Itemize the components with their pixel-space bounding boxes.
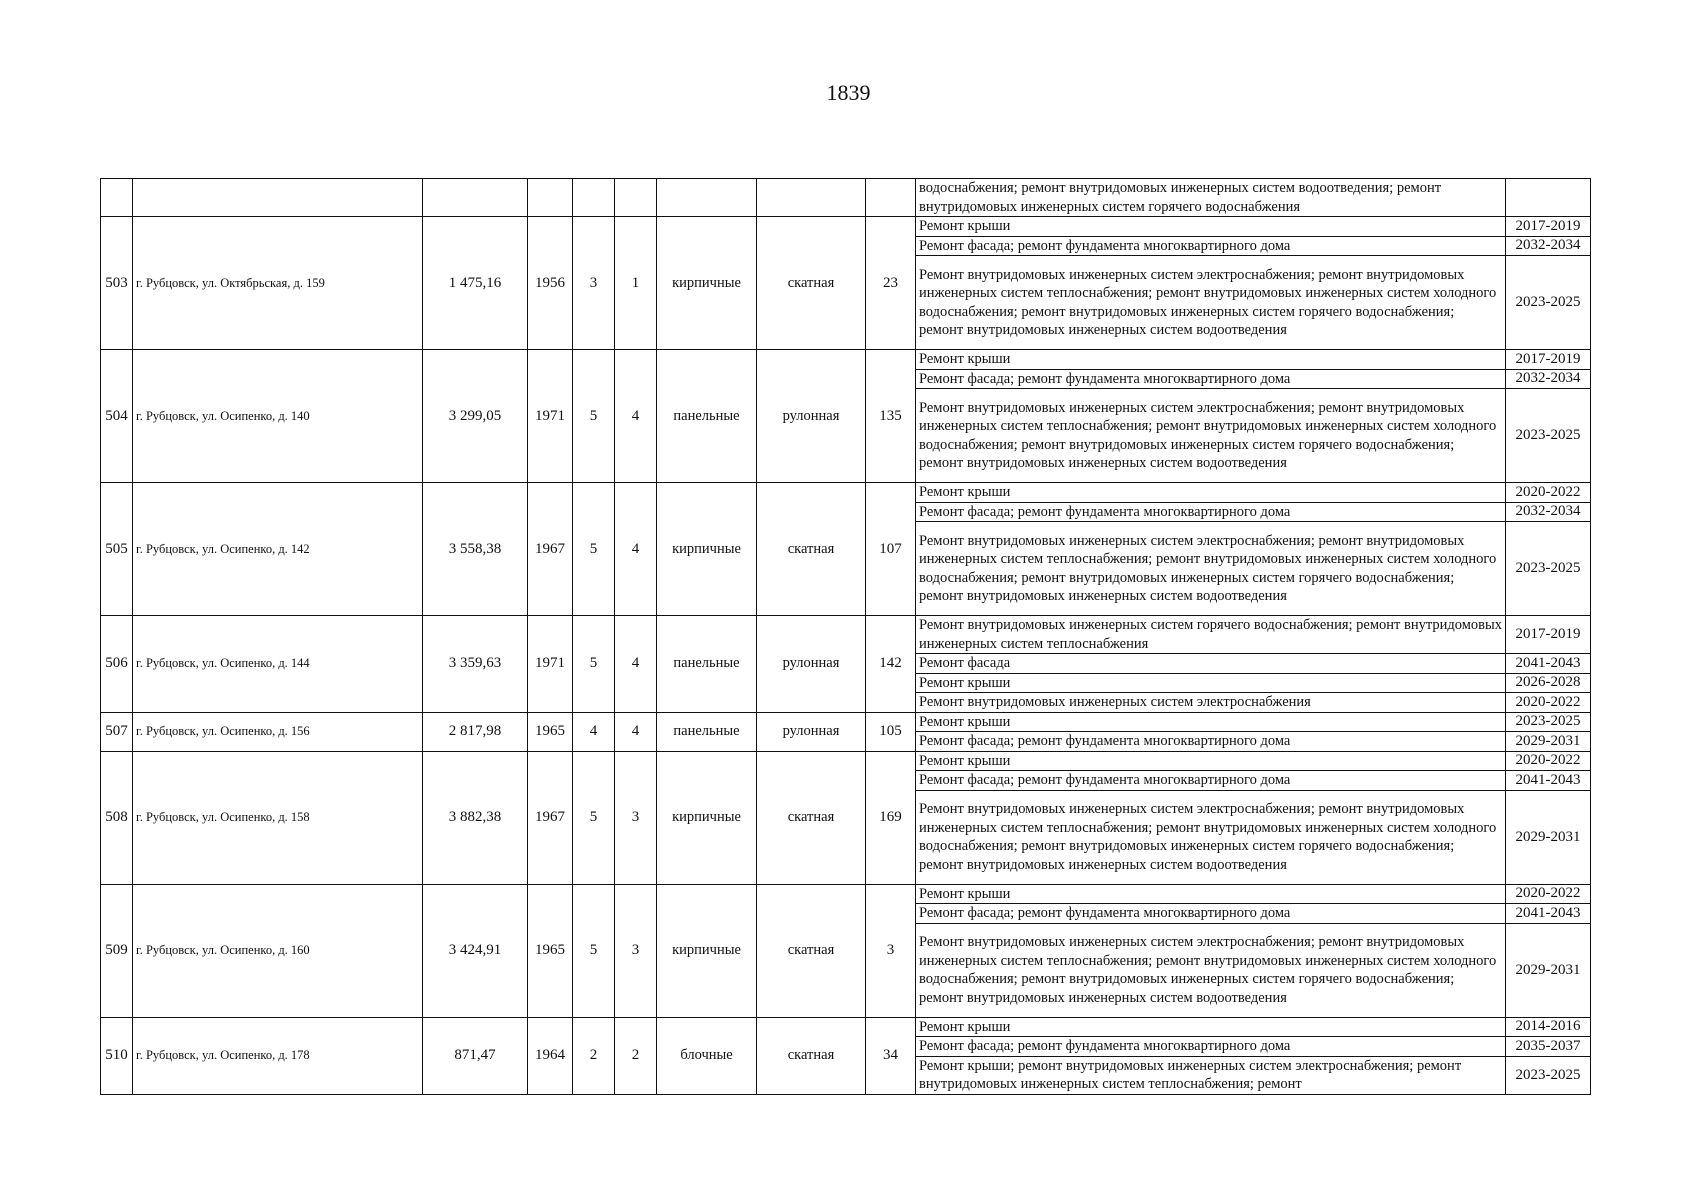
build-year: 1971 [528, 616, 573, 713]
work-cell: Ремонт внутридомовых инженерных систем электроснабжения; ремонт внутридомовых инженерных систем теплоснабжения; ремонт внутридомовых инженерных систем холодного водоснабжения; ремонт внутридомовых инженерных систем горячего водоснабжения; ремонт внутридомовых инженерных систем водоотведения [916, 389, 1506, 483]
work-cell: Ремонт внутридомовых инженерных систем электроснабжения [916, 693, 1506, 713]
house-number: 504 [101, 350, 133, 483]
wall-material: панельные [657, 712, 757, 751]
period-cell: 2029-2031 [1506, 732, 1591, 752]
build-year: 1967 [528, 483, 573, 616]
entrance-count: 3 [615, 884, 657, 1017]
entrance-count: 2 [615, 1017, 657, 1094]
apartment-count: 107 [866, 483, 916, 616]
wall-material: кирпичные [657, 751, 757, 884]
roof-type: скатная [757, 751, 866, 884]
wall-material: панельные [657, 350, 757, 483]
house-address: г. Рубцовск, ул. Осипенко, д. 140 [133, 350, 423, 483]
house-address: г. Рубцовск, ул. Осипенко, д. 178 [133, 1017, 423, 1094]
house-address: г. Рубцовск, ул. Осипенко, д. 160 [133, 884, 423, 1017]
house-area: 3 558,38 [423, 483, 528, 616]
build-year: 1956 [528, 217, 573, 350]
work-cell: Ремонт фасада; ремонт фундамента многоквартирного дома [916, 502, 1506, 522]
work-cell: Ремонт фасада; ремонт фундамента многоквартирного дома [916, 771, 1506, 791]
build-year: 1964 [528, 1017, 573, 1094]
period-cell: 2020-2022 [1506, 884, 1591, 904]
apartment-count: 135 [866, 350, 916, 483]
floor-count: 5 [573, 751, 615, 884]
work-cell: Ремонт крыши [916, 350, 1506, 370]
floor-count: 2 [573, 1017, 615, 1094]
apartment-count: 23 [866, 217, 916, 350]
table-row [101, 712, 1591, 732]
work-cell: Ремонт внутридомовых инженерных систем электроснабжения; ремонт внутридомовых инженерных систем теплоснабжения; ремонт внутридомовых инженерных систем холодного водоснабжения; ремонт внутридомовых инженерных систем горячего водоснабжения; ремонт внутридомовых инженерных систем водоотведения [916, 923, 1506, 1017]
period-cell: 2041-2043 [1506, 904, 1591, 924]
build-year: 1971 [528, 350, 573, 483]
period-cell: 2023-2025 [1506, 256, 1591, 350]
work-cell: Ремонт фасада; ремонт фундамента многоквартирного дома [916, 236, 1506, 256]
house-area: 3 299,05 [423, 350, 528, 483]
build-year: 1965 [528, 712, 573, 751]
house-number: 507 [101, 712, 133, 751]
period-cell: 2032-2034 [1506, 369, 1591, 389]
table-row [101, 884, 1591, 904]
entrance-count: 1 [615, 217, 657, 350]
house-area: 3 424,91 [423, 884, 528, 1017]
roof-type: скатная [757, 884, 866, 1017]
period-cell: 2023-2025 [1506, 712, 1591, 732]
house-address: г. Рубцовск, ул. Осипенко, д. 142 [133, 483, 423, 616]
table-row [101, 1017, 1591, 1037]
period-cell: 2017-2019 [1506, 350, 1591, 370]
work-cell: Ремонт фасада; ремонт фундамента многоквартирного дома [916, 904, 1506, 924]
table-row [101, 217, 1591, 237]
apartment-count: 105 [866, 712, 916, 751]
roof-type: рулонная [757, 350, 866, 483]
period-cell: 2032-2034 [1506, 502, 1591, 522]
floor-count: 3 [573, 217, 615, 350]
floor-count: 5 [573, 483, 615, 616]
table-row [101, 350, 1591, 370]
table-row [101, 483, 1591, 503]
entrance-count: 4 [615, 483, 657, 616]
continuation-row [101, 179, 1591, 217]
period-cell: 2032-2034 [1506, 236, 1591, 256]
house-area: 3 359,63 [423, 616, 528, 713]
wall-material: панельные [657, 616, 757, 713]
house-number: 510 [101, 1017, 133, 1094]
apartment-count: 3 [866, 884, 916, 1017]
house-area: 871,47 [423, 1017, 528, 1094]
work-cell: Ремонт крыши [916, 712, 1506, 732]
floor-count: 4 [573, 712, 615, 751]
wall-material: кирпичные [657, 217, 757, 350]
work-cell: Ремонт внутридомовых инженерных систем электроснабжения; ремонт внутридомовых инженерных систем теплоснабжения; ремонт внутридомовых инженерных систем холодного водоснабжения; ремонт внутридомовых инженерных систем горячего водоснабжения; ремонт внутридомовых инженерных систем водоотведения [916, 256, 1506, 350]
house-address: г. Рубцовск, ул. Осипенко, д. 158 [133, 751, 423, 884]
work-cell: Ремонт фасада; ремонт фундамента многоквартирного дома [916, 369, 1506, 389]
work-cell: Ремонт крыши [916, 673, 1506, 693]
floor-count: 5 [573, 884, 615, 1017]
work-cell: Ремонт фасада; ремонт фундамента многоквартирного дома [916, 732, 1506, 752]
roof-type: скатная [757, 483, 866, 616]
period-cell [1506, 179, 1591, 217]
house-address: г. Рубцовск, ул. Осипенко, д. 156 [133, 712, 423, 751]
period-cell: 2020-2022 [1506, 693, 1591, 713]
work-cell: Ремонт фасада; ремонт фундамента многоквартирного дома [916, 1037, 1506, 1057]
roof-type: рулонная [757, 712, 866, 751]
period-cell: 2023-2025 [1506, 522, 1591, 616]
table-row [101, 616, 1591, 654]
period-cell: 2023-2025 [1506, 1056, 1591, 1094]
house-number: 506 [101, 616, 133, 713]
table-body [101, 179, 1591, 1095]
period-cell: 2014-2016 [1506, 1017, 1591, 1037]
floor-count: 5 [573, 616, 615, 713]
table-row [101, 751, 1591, 771]
floor-count: 5 [573, 350, 615, 483]
period-cell: 2041-2043 [1506, 771, 1591, 791]
house-area: 3 882,38 [423, 751, 528, 884]
entrance-count: 4 [615, 712, 657, 751]
roof-type: скатная [757, 1017, 866, 1094]
period-cell: 2029-2031 [1506, 790, 1591, 884]
house-number: 508 [101, 751, 133, 884]
entrance-count: 4 [615, 616, 657, 713]
house-number: 503 [101, 217, 133, 350]
work-cell: Ремонт внутридомовых инженерных систем электроснабжения; ремонт внутридомовых инженерных систем теплоснабжения; ремонт внутридомовых инженерных систем холодного водоснабжения; ремонт внутридомовых инженерных систем горячего водоснабжения; ремонт внутридомовых инженерных систем водоотведения [916, 522, 1506, 616]
work-cell: Ремонт фасада [916, 654, 1506, 674]
work-cell: Ремонт внутридомовых инженерных систем горячего водоснабжения; ремонт внутридомовых инженерных систем теплоснабжения [916, 616, 1506, 654]
build-year: 1965 [528, 884, 573, 1017]
period-cell: 2017-2019 [1506, 217, 1591, 237]
house-address: г. Рубцовск, ул. Октябрьская, д. 159 [133, 217, 423, 350]
house-address: г. Рубцовск, ул. Осипенко, д. 144 [133, 616, 423, 713]
wall-material: кирпичные [657, 884, 757, 1017]
repair-program-table [100, 178, 1591, 1095]
work-cell: Ремонт крыши [916, 217, 1506, 237]
period-cell: 2035-2037 [1506, 1037, 1591, 1057]
work-cell: Ремонт крыши [916, 483, 1506, 503]
period-cell: 2023-2025 [1506, 389, 1591, 483]
period-cell: 2041-2043 [1506, 654, 1591, 674]
work-cell: Ремонт крыши [916, 1017, 1506, 1037]
roof-type: скатная [757, 217, 866, 350]
roof-type: рулонная [757, 616, 866, 713]
page-number: 1839 [826, 80, 871, 105]
work-cell: Ремонт крыши [916, 751, 1506, 771]
apartment-count: 169 [866, 751, 916, 884]
work-cell: Ремонт крыши [916, 884, 1506, 904]
entrance-count: 3 [615, 751, 657, 884]
work-cell: Ремонт внутридомовых инженерных систем электроснабжения; ремонт внутридомовых инженерных систем теплоснабжения; ремонт внутридомовых инженерных систем холодного водоснабжения; ремонт внутридомовых инженерных систем горячего водоснабжения; ремонт внутридомовых инженерных систем водоотведения [916, 790, 1506, 884]
house-number: 505 [101, 483, 133, 616]
period-cell: 2029-2031 [1506, 923, 1591, 1017]
period-cell: 2020-2022 [1506, 483, 1591, 503]
work-cell: Ремонт крыши; ремонт внутридомовых инженерных систем электроснабжения; ремонт внутридомовых инженерных систем теплоснабжения; ремонт [916, 1056, 1506, 1094]
wall-material: блочные [657, 1017, 757, 1094]
wall-material: кирпичные [657, 483, 757, 616]
house-area: 2 817,98 [423, 712, 528, 751]
apartment-count: 142 [866, 616, 916, 713]
apartment-count: 34 [866, 1017, 916, 1094]
period-cell: 2017-2019 [1506, 616, 1591, 654]
build-year: 1967 [528, 751, 573, 884]
work-cell: водоснабжения; ремонт внутридомовых инженерных систем водоотведения; ремонт внутридомовых инженерных систем горячего водоснабжения [916, 179, 1506, 217]
house-number: 509 [101, 884, 133, 1017]
period-cell: 2020-2022 [1506, 751, 1591, 771]
entrance-count: 4 [615, 350, 657, 483]
house-area: 1 475,16 [423, 217, 528, 350]
period-cell: 2026-2028 [1506, 673, 1591, 693]
